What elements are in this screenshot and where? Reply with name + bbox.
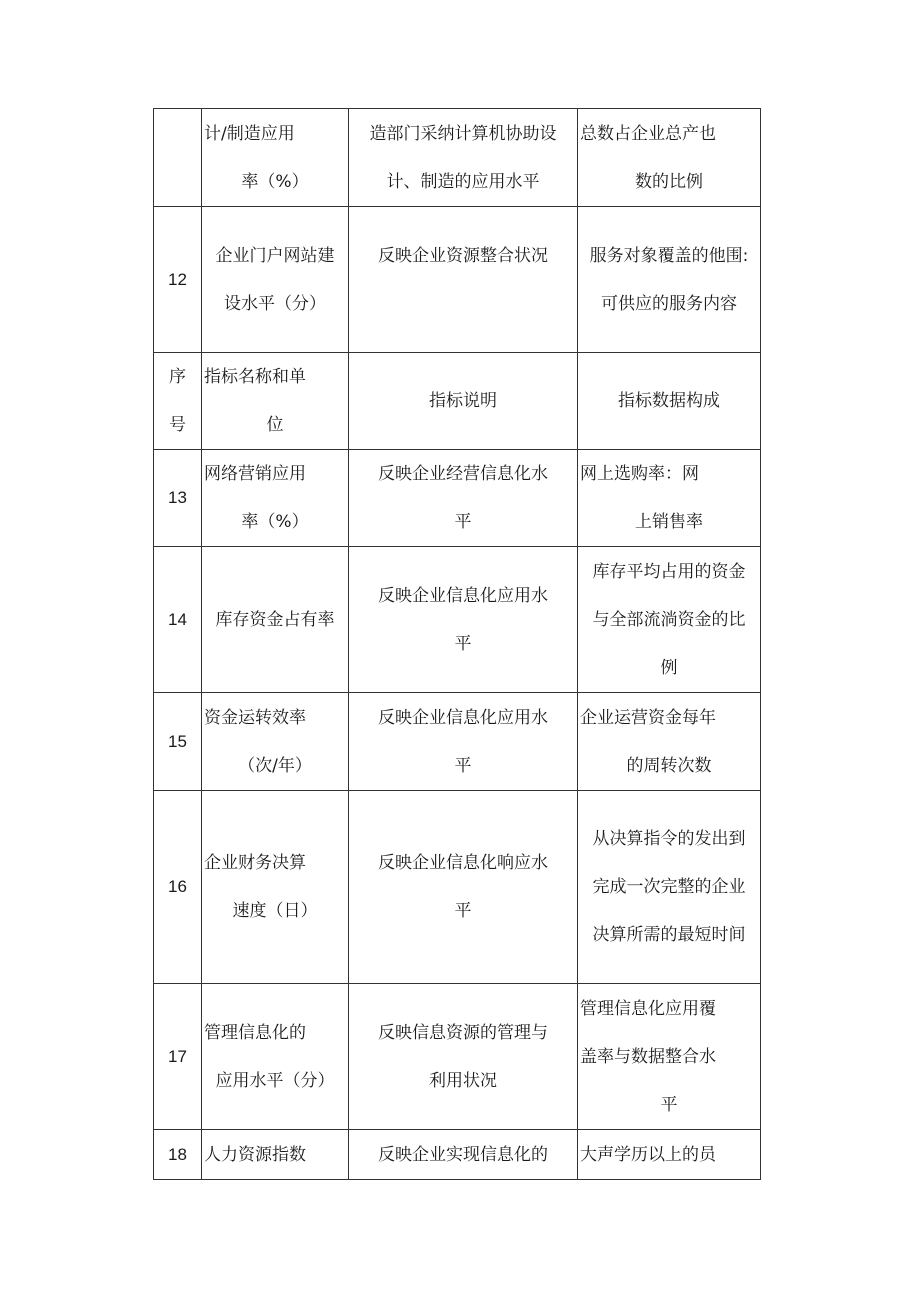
indicator-data-cell: 网上选购率：网 上销售率 [578, 450, 761, 547]
indicator-name-cell: 人力资源指数 [202, 1130, 349, 1180]
indicator-name-cell: 企业财务决算 速度（日） [202, 791, 349, 984]
indicator-desc-cell: 反映企业资源整合状况 [349, 207, 578, 353]
table-row [154, 984, 761, 1130]
indicator-desc-cell: 反映企业信息化响应水 平 [349, 791, 578, 984]
table-row [154, 1130, 761, 1180]
row-number-cell: 13 [154, 450, 202, 547]
row-number-cell: 16 [154, 791, 202, 984]
indicator-desc-cell: 反映企业信息化应用水 平 [349, 693, 578, 791]
table-row [154, 109, 761, 207]
indicator-data-cell: 大声学历以上的员 [578, 1130, 761, 1180]
indicator-data-cell: 服务对象覆盖的他围: 可供应的服务内容 [578, 207, 761, 353]
indicator-name-cell: 计/制造应用 率（%） [202, 109, 349, 207]
table-row [154, 791, 761, 984]
table-row [154, 693, 761, 791]
indicator-name-cell: 企业门户网站建 设水平（分） [202, 207, 349, 353]
header-name-cell: 指标名称和单 位 [202, 353, 349, 450]
row-number-cell: 18 [154, 1130, 202, 1180]
indicator-desc-cell: 反映企业信息化应用水 平 [349, 547, 578, 693]
indicator-data-cell: 总数占企业总产也 数的比例 [578, 109, 761, 207]
table-row [154, 547, 761, 693]
row-number-cell: 17 [154, 984, 202, 1130]
indicator-desc-cell: 反映企业经营信息化水 平 [349, 450, 578, 547]
indicator-name-cell: 管理信息化的 应用水平（分） [202, 984, 349, 1130]
table-row [154, 450, 761, 547]
row-number-cell: 15 [154, 693, 202, 791]
table-row [154, 207, 761, 353]
indicator-name-cell: 网络营销应用 率（%） [202, 450, 349, 547]
row-number-cell: 12 [154, 207, 202, 353]
header-number-cell: 序 号 [154, 353, 202, 450]
table-header-row [154, 353, 761, 450]
row-number-cell [154, 109, 202, 207]
indicator-data-cell: 管理信息化应用覆 盖率与数据整合水 平 [578, 984, 761, 1130]
indicator-name-cell: 资金运转效率 （次/年） [202, 693, 349, 791]
header-desc-cell: 指标说明 [349, 353, 578, 450]
row-number-cell: 14 [154, 547, 202, 693]
indicator-desc-cell: 造部门采纳计算机协助设 计、制造的应用水平 [349, 109, 578, 207]
indicator-table [153, 108, 761, 1180]
indicator-desc-cell: 反映企业实现信息化的 [349, 1130, 578, 1180]
indicator-data-cell: 从决算指令的发出到 完成一次完整的企业 决算所需的最短时间 [578, 791, 761, 984]
indicator-desc-cell: 反映信息资源的管理与 利用状况 [349, 984, 578, 1130]
indicator-data-cell: 库存平均占用的资金 与全部流淌资金的比 例 [578, 547, 761, 693]
indicator-data-cell: 企业运营资金每年 的周转次数 [578, 693, 761, 791]
indicator-name-cell: 库存资金占有率 [202, 547, 349, 693]
header-data-cell: 指标数据构成 [578, 353, 761, 450]
